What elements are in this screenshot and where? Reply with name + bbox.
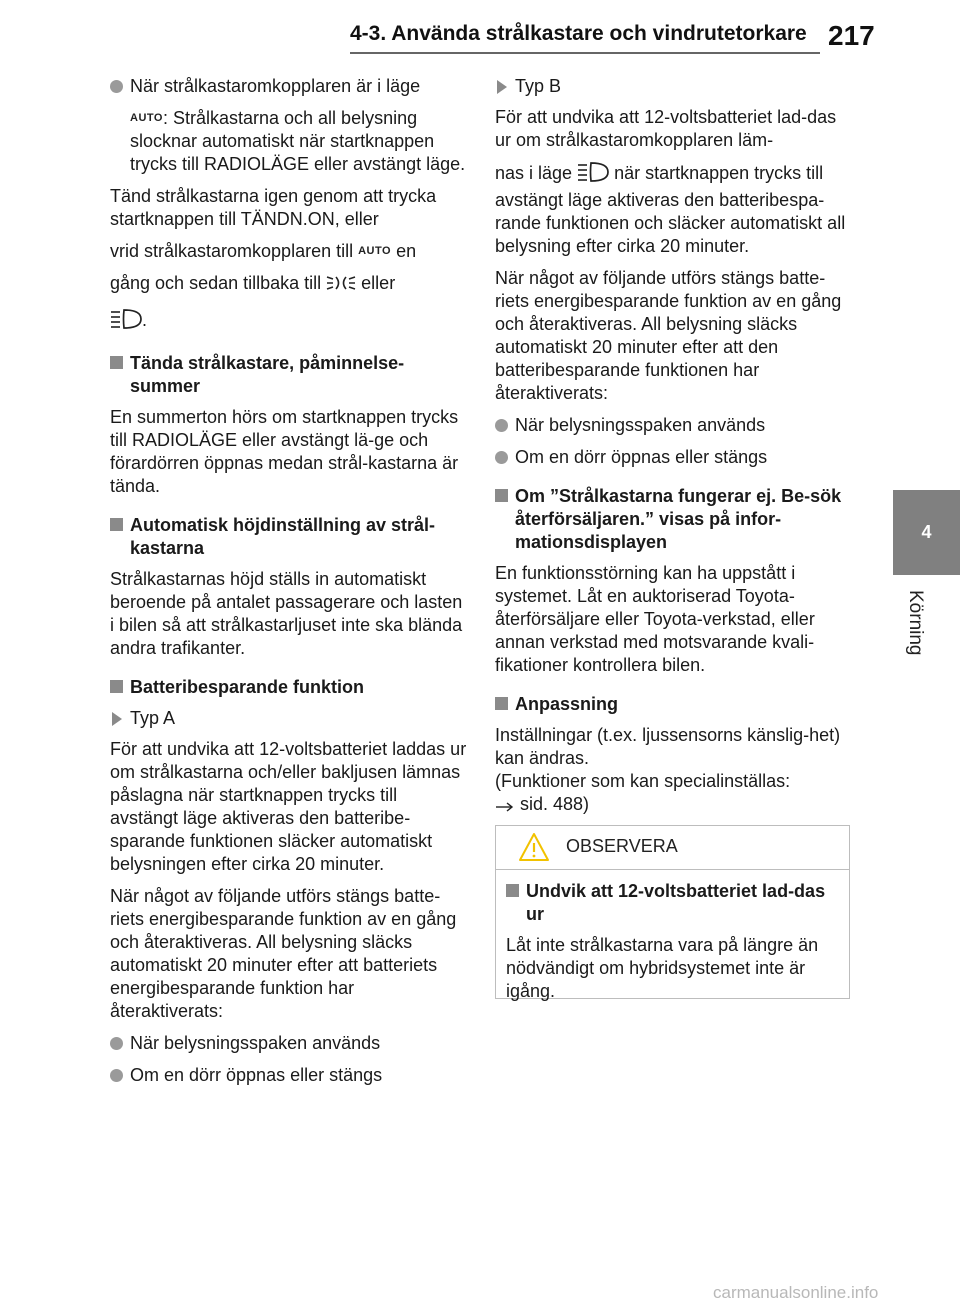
paragraph: nas i läge när startknappen trycks till avstängt läge aktiveras den batteribespa-rande funktionen och släcker automatiskt all belysning efter cirka 20 minuter.: [495, 163, 846, 256]
paragraph: Tänd strålkastarna igen genom att trycka startknappen till TÄNDN.ON, eller: [110, 186, 437, 229]
paragraph: .: [110, 308, 470, 336]
paragraph: Inställningar (t.ex. ljussensorns känslig-het) kan ändras.: [495, 725, 841, 768]
bullet-icon: [495, 451, 508, 464]
section-heading: Anpassning: [495, 693, 850, 716]
notice-title: OBSERVERA: [566, 836, 678, 856]
bullet-icon: [110, 1037, 123, 1050]
heading-marker-icon: [495, 697, 508, 710]
bullet-icon: [495, 419, 508, 432]
parking-light-icon: [326, 273, 356, 299]
page-number: 217: [828, 20, 875, 51]
warning-triangle-icon: [518, 832, 550, 867]
heading-marker-icon: [495, 489, 508, 502]
auto-switch-icon: AUTO: [130, 112, 163, 124]
arrow-icon: [495, 797, 515, 820]
paragraph: En funktionsstörning kan ha uppstått i systemet. Låt en auktoriserad Toyota-återförsäljare eller Toyota-verkstad, eller annan verkstad med motsvarande kvali-fikationer kontrollera bilen.: [495, 563, 815, 675]
auto-switch-icon: AUTO: [358, 245, 392, 257]
watermark: carmanualsonline.info: [713, 1283, 879, 1302]
headlight-icon: [577, 161, 609, 189]
list-item: Om en dörr öppnas eller stängs: [110, 1064, 470, 1087]
section-heading: Om ”Strålkastarna fungerar ej. Be-sök återförsäljaren.” visas på infor-mationsdisplayen: [495, 485, 850, 554]
page-header: [0, 0, 960, 65]
notice-heading: Undvik att 12-voltsbatteriet lad-das ur: [506, 880, 839, 926]
heading-marker-icon: [506, 884, 519, 897]
page-reference[interactable]: sid. 488): [495, 793, 850, 820]
paragraph: När något av följande utförs stängs batte-riets energibesparande funktion av en gång och återaktiveras. All belysning släcks automatiskt 20 minuter efter att den batteribesparande funktionen har återaktiverats:: [495, 268, 842, 403]
heading-marker-icon: [110, 356, 123, 369]
notice-body: [496, 870, 849, 1003]
section-title: 4-3. Använda strålkastare och vindrutetorkare: [350, 22, 807, 45]
chapter-tab[interactable]: 4: [893, 490, 960, 575]
heading-marker-icon: [110, 518, 123, 531]
notice-header: [496, 826, 849, 870]
list-item: När strålkastaromkopplaren är i läge: [110, 75, 470, 98]
paragraph: (Funktioner som kan specialinställas:: [495, 771, 791, 791]
paragraph: För att undvika att 12-voltsbatteriet laddas ur om strålkastarna och/eller bakljusen lämnas påslagna när startknappen trycks till avstängt läge aktiveras den batteribe-sparande funktionen släcker automatiskt belysningen efter cirka 20 minuter.: [110, 739, 467, 874]
triangle-right-icon: [112, 712, 122, 726]
right-column: [495, 75, 850, 820]
type-label: Typ B: [495, 75, 850, 98]
paragraph: vrid strålkastaromkopplaren till AUTO en: [110, 241, 417, 261]
headlight-icon: [110, 308, 142, 336]
paragraph: För att undvika att 12-voltsbatteriet lad-das ur om strålkastaromkopplaren läm-: [495, 107, 837, 150]
section-heading: Automatisk höjdinställning av strål-kastarna: [110, 514, 470, 560]
paragraph: En summerton hörs om startknappen trycks till RADIOLÄGE eller avstängt lä-ge och förardörren öppnas medan strål-kastarna är tända.: [110, 407, 459, 496]
section-heading: Batteribesparande funktion: [110, 676, 470, 699]
bullet-icon: [110, 1069, 123, 1082]
notice-text: Låt inte strålkastarna vara på längre än nödvändigt om hybridsystemet inte är igång.: [506, 935, 819, 1001]
notice-box: [495, 825, 850, 999]
paragraph: gång och sedan tillbaka till eller: [110, 272, 470, 299]
paragraph: AUTO: Strålkastarna och all belysning slocknar automatiskt när startknappen trycks till RADIOLÄGE eller avstängt läge.: [130, 108, 466, 174]
heading-marker-icon: [110, 680, 123, 693]
list-item: Om en dörr öppnas eller stängs: [495, 446, 850, 469]
bullet-icon: [110, 80, 123, 93]
list-item: När belysningsspaken används: [495, 414, 850, 437]
list-item: När belysningsspaken används: [110, 1032, 470, 1055]
left-column: [110, 75, 470, 1096]
type-label: Typ A: [110, 707, 470, 730]
chapter-label: Körning: [905, 590, 926, 656]
paragraph: När något av följande utförs stängs batte-riets energibesparande funktion av en gång och återaktiveras. All belysning släcks automatiskt 20 minuter efter att batteriets energibesparande funktion har återaktiverats:: [110, 886, 457, 1021]
triangle-right-icon: [497, 80, 507, 94]
paragraph: Strålkastarnas höjd ställs in automatiskt beroende på antalet passagerare och lasten i bilen så att strålkastarljuset inte ska blända andra trafikanter.: [110, 569, 463, 658]
section-heading: Tända strålkastare, påminnelse-summer: [110, 352, 470, 398]
header-divider: [350, 52, 820, 54]
